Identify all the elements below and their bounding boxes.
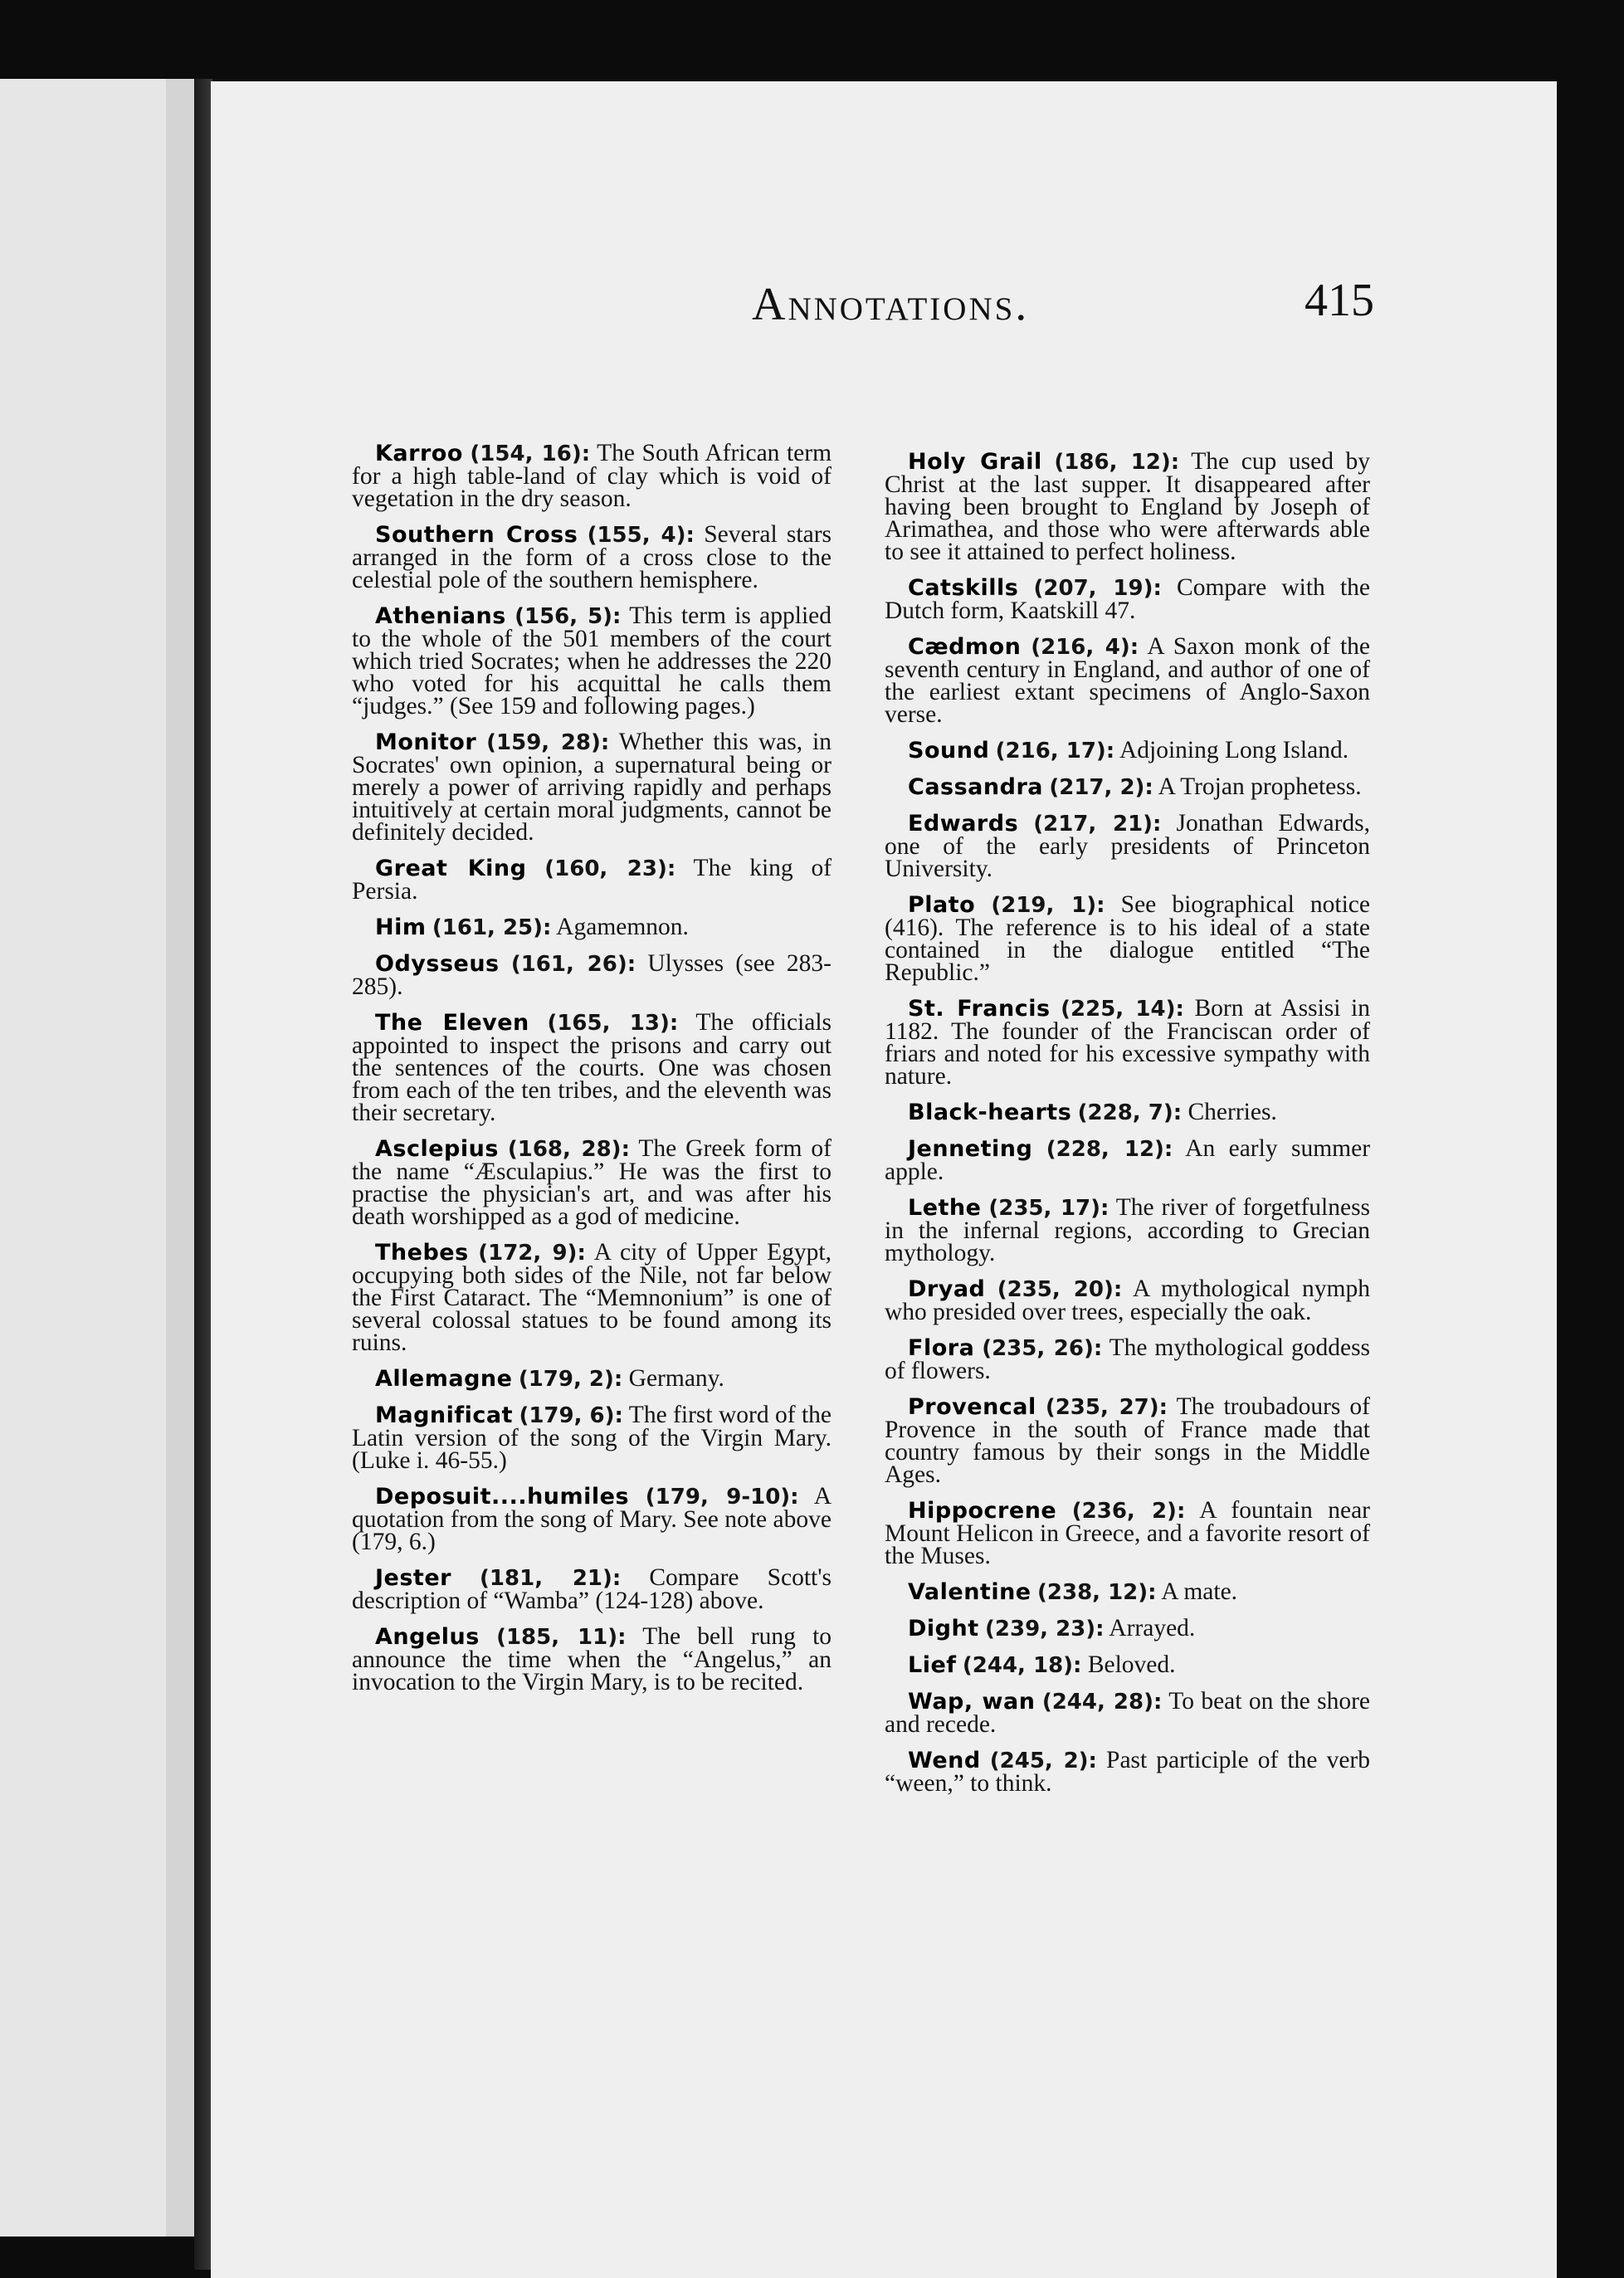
annotation-entry <box>352 1241 832 1354</box>
annotation-entry <box>352 1365 832 1392</box>
annotation-reference: (216, 17): <box>995 739 1115 763</box>
annotation-text: Several stars arranged in the form of a cross close to the celestial pole of the southern hemisphere. <box>352 521 832 593</box>
annotation-reference: (244, 18): <box>962 1653 1082 1678</box>
annotation-entry <box>885 1194 1371 1266</box>
annotation-entry <box>885 1497 1370 1569</box>
annotation-reference: (235, 26): <box>982 1336 1103 1361</box>
annotation-text: Adjoining Long Island. <box>1119 737 1349 763</box>
annotation-term: Deposuit....humiles <box>375 1484 630 1510</box>
annotation-term: Magnificat <box>375 1402 514 1428</box>
annotation-entry <box>352 950 832 1000</box>
annotation-term: Dight <box>908 1616 979 1641</box>
annotation-term: Hippocrene <box>908 1498 1057 1524</box>
annotation-term: Lethe <box>908 1195 982 1221</box>
annotation-reference: (179, 6): <box>519 1403 623 1428</box>
annotation-text: The first word of the Latin version of the song of the Virgin Mary. (Luke i. 46-55.) <box>352 1402 832 1474</box>
annotation-term: Holy Grail <box>908 449 1042 475</box>
annotation-text: The officials appointed to inspect the prisons and carry out the sentences of the courts. One was chosen from each of the ten tribes, and the eleventh was their secretary. <box>352 1009 832 1126</box>
annotation-term: Asclepius <box>375 1136 499 1162</box>
annotation-entry <box>352 1564 832 1614</box>
annotation-term: Cædmon <box>908 634 1022 660</box>
annotation-entry <box>885 773 1370 800</box>
annotation-text: This term is applied to the whole of the 501 members of the court which tried Socrates; when he addresses the 220 who voted for his acquittal he calls them “judges.” (See 159 and following pages.) <box>352 602 832 719</box>
annotation-reference: (228, 12): <box>1046 1137 1173 1162</box>
annotation-entry <box>352 521 832 593</box>
annotation-term: Southern Cross <box>375 522 578 548</box>
annotation-entry <box>885 574 1371 624</box>
annotation-text: Cherries. <box>1188 1099 1277 1125</box>
annotation-term: Karroo <box>375 441 463 466</box>
annotation-reference: (245, 2): <box>989 1749 1097 1773</box>
annotation-reference: (235, 27): <box>1045 1395 1168 1420</box>
annotation-entry <box>352 602 832 719</box>
annotation-entry <box>352 1485 832 1554</box>
annotation-text: Germany. <box>628 1365 724 1392</box>
annotation-reference: (185, 11): <box>496 1625 627 1650</box>
annotation-reference: (244, 28): <box>1041 1690 1163 1715</box>
annotation-term: Wap, wan <box>908 1689 1036 1715</box>
annotation-reference: (172, 9): <box>478 1241 586 1266</box>
annotation-entry <box>352 731 832 844</box>
annotation-term: Flora <box>908 1335 975 1361</box>
annotation-text: A quotation from the song of Mary. See note above (179, 6.) <box>352 1483 832 1555</box>
annotation-text: Jonathan Edwards, one of the early presidents of Princeton University. <box>885 810 1371 882</box>
annotation-entry <box>885 1101 1370 1124</box>
annotation-reference: (235, 20): <box>997 1277 1123 1302</box>
annotation-term: Provencal <box>908 1394 1036 1420</box>
annotation-text: The mythological goddess of flowers. <box>885 1334 1371 1384</box>
annotation-text: The river of forgetfulness in the infernal regions, according to Grecian mythology. <box>885 1194 1371 1266</box>
annotation-reference: (165, 13): <box>547 1011 679 1036</box>
annotation-entry <box>352 1404 832 1472</box>
annotation-term: Athenians <box>375 603 506 629</box>
annotation-term: Angelus <box>375 1624 480 1650</box>
annotation-entry <box>885 1690 1370 1736</box>
annotation-reference: (219, 1): <box>991 893 1105 918</box>
annotation-reference: (179, 2): <box>518 1367 623 1392</box>
annotations-right-column <box>885 448 1371 1808</box>
annotation-reference: (239, 23): <box>985 1617 1105 1641</box>
annotation-reference: (161, 26): <box>510 952 636 977</box>
annotation-entry <box>885 891 1370 986</box>
annotation-reference: (236, 2): <box>1071 1499 1186 1524</box>
annotation-text: The South African term for a high table-land of clay which is void of vegetation in the dry season. <box>352 440 832 512</box>
annotation-text: The bell rung to announce the time when the “Angelus,” an invocation to the Virgin Mary, is to be recited. <box>352 1623 832 1695</box>
annotation-entry <box>885 1393 1371 1488</box>
annotation-reference: (161, 25): <box>432 915 552 940</box>
annotation-reference: (238, 12): <box>1037 1580 1157 1605</box>
annotation-term: Jenneting <box>908 1136 1033 1162</box>
facing-page-margin <box>166 79 194 2237</box>
annotation-entry <box>885 1334 1371 1384</box>
annotation-text: The cup used by Christ at the last supper. It disappeared after having been brought to England by Joseph of Arimathea, and those who were afterwards able to see it attained to perfect holiness. <box>885 448 1371 565</box>
annotation-entry <box>885 812 1370 880</box>
annotation-text: Compare Scott's description of “Wamba” (124-128) above. <box>352 1564 832 1614</box>
annotation-term: Monitor <box>375 729 477 755</box>
annotation-reference: (217, 2): <box>1049 775 1153 800</box>
annotation-reference: (235, 17): <box>988 1196 1109 1221</box>
book-page <box>211 81 1557 2278</box>
annotation-reference: (168, 28): <box>507 1137 630 1162</box>
page-number: 415 <box>1305 275 1374 326</box>
annotation-text: Beloved. <box>1087 1651 1176 1678</box>
annotation-text: A city of Upper Egypt, occupying both sides of the Nile, not far below the First Cataract. The “Memnonium” is one of several colossal statues to be found among its ruins. <box>352 1239 832 1356</box>
annotation-entry <box>885 1651 1370 1678</box>
annotation-term: Lief <box>908 1652 957 1678</box>
annotation-entry <box>885 1278 1370 1324</box>
annotation-term: Allemagne <box>375 1366 513 1392</box>
annotation-term: Edwards <box>908 811 1019 837</box>
annotation-reference: (155, 4): <box>587 523 695 548</box>
annotation-reference: (207, 19): <box>1033 576 1162 601</box>
annotation-text: A mate. <box>1161 1578 1238 1605</box>
annotation-reference: (225, 14): <box>1061 997 1184 1022</box>
annotation-entry <box>352 1135 832 1230</box>
annotation-text: Agamemnon. <box>556 914 689 940</box>
page-title: Annotations. <box>752 279 1030 330</box>
annotation-term: Wend <box>908 1748 981 1773</box>
annotation-term: Black-hearts <box>908 1100 1072 1125</box>
annotation-text: Born at Assisi in 1182. The founder of the Franciscan order of friars and noted for his excessive sympathy with nature. <box>885 995 1370 1090</box>
annotation-entry <box>885 1749 1370 1795</box>
annotation-entry <box>885 1135 1371 1185</box>
annotation-text: Arrayed. <box>1109 1615 1196 1641</box>
annotation-text: Compare with the Dutch form, Kaatskill 47. <box>885 574 1371 624</box>
annotation-reference: (217, 21): <box>1033 812 1162 837</box>
annotation-entry <box>352 857 832 903</box>
annotation-text: An early summer apple. <box>885 1135 1371 1185</box>
annotation-entry <box>885 739 1370 763</box>
annotation-term: Valentine <box>908 1579 1031 1605</box>
annotation-entry <box>352 442 832 510</box>
annotation-term: Great King <box>375 856 527 881</box>
annotation-reference: (159, 28): <box>486 730 610 755</box>
annotation-text: Ulysses (see 283-285). <box>352 950 832 1000</box>
annotation-entry <box>885 1617 1370 1641</box>
annotation-term: Cassandra <box>908 774 1043 800</box>
annotations-left-column <box>352 442 832 1707</box>
annotation-text: The troubadours of Provence in the south of France made that country famous by their songs in the Middle Ages. <box>885 1393 1371 1488</box>
annotation-text: To beat on the shore and recede. <box>885 1688 1371 1738</box>
annotation-reference: (181, 21): <box>480 1566 622 1591</box>
annotation-reference: (156, 5): <box>515 604 622 629</box>
annotation-entry <box>885 448 1371 565</box>
annotation-text: Whether this was, in Socrates' own opinion, a supernatural being or merely a power of arriving rapidly and perhaps intuitively at certain moral judgments, cannot be definitely decided. <box>352 729 832 846</box>
annotation-text: A Trojan prophetess. <box>1158 773 1362 800</box>
annotation-term: Plato <box>908 892 976 918</box>
annotation-text: A Saxon monk of the seventh century in England, and author of one of the earliest extant specimens of Anglo-Saxon verse. <box>885 633 1371 728</box>
annotation-entry <box>352 1009 832 1126</box>
annotation-reference: (216, 4): <box>1031 635 1139 660</box>
annotation-reference: (154, 16): <box>470 441 591 466</box>
annotation-reference: (186, 12): <box>1054 450 1180 475</box>
annotation-entry <box>885 1578 1370 1605</box>
annotation-reference: (228, 7): <box>1077 1100 1183 1125</box>
annotation-text: The king of Persia. <box>352 855 832 905</box>
annotation-term: Odysseus <box>375 951 500 977</box>
annotation-text: Past participle of the verb “ween,” to think. <box>885 1747 1370 1797</box>
annotation-term: Jester <box>375 1565 451 1591</box>
annotation-reference: (179, 9-10): <box>645 1485 799 1510</box>
annotation-text: The Greek form of the name “Æsculapius.” He was the first to practise the physician's art, and was after his death worshipped as a god of medicine. <box>352 1135 832 1230</box>
annotation-term: Him <box>375 915 427 940</box>
book-gutter <box>194 79 212 2270</box>
annotation-text: A mythological nymph who presided over trees, especially the oak. <box>885 1276 1371 1325</box>
annotation-text: See biographical notice (416). The reference is to his ideal of a state contained in the dialogue entitled “The Republic.” <box>885 891 1370 986</box>
annotation-term: The Eleven <box>375 1010 529 1036</box>
annotation-term: Dryad <box>908 1276 986 1302</box>
annotation-term: Sound <box>908 738 990 763</box>
annotation-term: St. Francis <box>908 996 1051 1022</box>
annotation-text: A fountain near Mount Helicon in Greece, and a favorite resort of the Muses. <box>885 1497 1370 1569</box>
annotation-entry <box>352 1623 832 1695</box>
annotation-entry <box>885 633 1371 728</box>
annotation-entry <box>885 995 1370 1090</box>
annotation-term: Thebes <box>375 1240 469 1266</box>
annotation-term: Catskills <box>908 575 1019 601</box>
annotation-entry <box>352 916 832 939</box>
annotation-reference: (160, 23): <box>544 856 676 881</box>
